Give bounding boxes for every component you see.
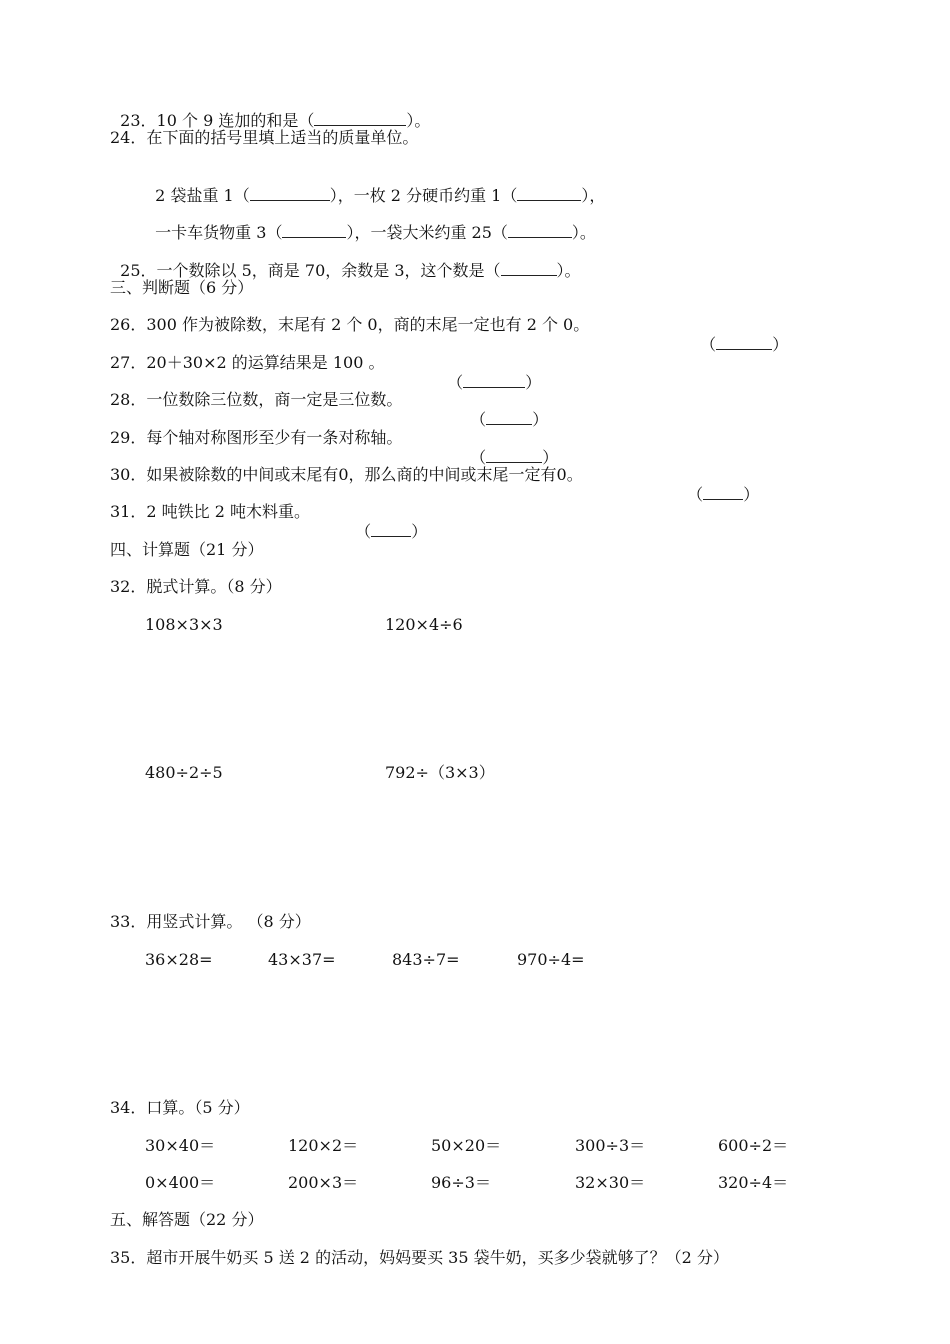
mental-math-item: 600÷2＝ [718, 1136, 789, 1155]
bracket-close: ） [532, 410, 549, 429]
answer-blank[interactable] [508, 223, 572, 238]
question-32-title: 32．脱式计算。（8 分） [110, 577, 282, 596]
answer-blank[interactable] [703, 485, 743, 500]
question-24-text: ），一枚 2 分硬币约重 1（ [329, 186, 518, 205]
question-34-title: 34．口算。（5 分） [110, 1098, 250, 1117]
question-29-text: 29．每个轴对称图形至少有一条对称轴。 [110, 428, 403, 447]
answer-blank[interactable] [314, 111, 406, 126]
expression-item: 843÷7= [392, 950, 460, 969]
answer-blank[interactable] [371, 522, 411, 537]
question-29-answer [460, 428, 559, 467]
bracket-open: （ [700, 335, 717, 354]
mental-math-item: 0×400＝ [145, 1173, 216, 1192]
question-25-text: 25．一个数除以 5，商是 70，余数是 3，这个数是（ [120, 261, 501, 280]
answer-blank[interactable] [517, 186, 581, 201]
expression-item: 36×28= [145, 950, 213, 969]
answer-blank[interactable] [486, 410, 532, 425]
question-25-tail: ）。 [556, 261, 581, 280]
mental-math-item: 96÷3＝ [431, 1173, 491, 1192]
bracket-close: ） [542, 448, 559, 467]
mental-math-item: 30×40＝ [145, 1136, 216, 1155]
expression-item: 120×4÷6 [385, 615, 463, 634]
bracket-open: （ [447, 373, 464, 392]
mental-math-item: 32×30＝ [575, 1173, 646, 1192]
answer-blank[interactable] [250, 186, 330, 201]
mental-math-item: 320÷4＝ [718, 1173, 789, 1192]
question-30-text: 30．如果被除数的中间或末尾有0，那么商的中间或末尾一定有0。 [110, 465, 583, 484]
expression-item: 970÷4= [517, 950, 585, 969]
question-33-title: 33．用竖式计算。 （8 分） [110, 912, 311, 931]
mental-math-item: 50×20＝ [431, 1136, 502, 1155]
section-4-heading: 四、计算题（21 分） [110, 540, 264, 559]
expression-item: 480÷2÷5 [145, 763, 223, 782]
bracket-close: ） [772, 335, 789, 354]
section-5-heading: 五、解答题（22 分） [110, 1210, 264, 1229]
question-24-text: ）。 [571, 223, 596, 242]
answer-blank[interactable] [463, 373, 525, 388]
question-24-text: ）， [581, 186, 606, 205]
expression-item: 792÷（3×3） [385, 763, 495, 782]
question-24-text: 2 袋盐重 1（ [155, 186, 250, 205]
question-25 [110, 241, 581, 280]
question-23-text: 23．10 个 9 连加的和是（ [120, 111, 315, 130]
answer-blank[interactable] [486, 448, 542, 463]
question-26-answer [690, 315, 789, 354]
question-23-tail: ）。 [406, 111, 431, 130]
mental-math-item: 120×2＝ [288, 1136, 359, 1155]
question-26-text: 26．300 作为被除数，末尾有 2 个 0，商的末尾一定也有 2 个 0。 [110, 315, 590, 334]
question-24-line-2 [145, 203, 596, 242]
bracket-close: ） [743, 485, 760, 504]
question-27-answer [437, 353, 542, 392]
question-23 [110, 91, 431, 130]
expression-item: 43×37= [268, 950, 336, 969]
bracket-close: ） [411, 522, 428, 541]
section-3-heading: 三、判断题（6 分） [110, 278, 254, 297]
mental-math-item: 300÷3＝ [575, 1136, 646, 1155]
question-35-text: 35．超市开展牛奶买 5 送 2 的活动，妈妈要买 35 袋牛奶，买多少袋就够了？（2 分） [110, 1248, 729, 1267]
question-31-text: 31．2 吨铁比 2 吨木料重。 [110, 502, 310, 521]
bracket-close: ） [525, 373, 542, 392]
mental-math-item: 200×3＝ [288, 1173, 359, 1192]
question-24-text: 一卡车货物重 3（ [155, 223, 283, 242]
question-28-text: 28．一位数除三位数，商一定是三位数。 [110, 390, 403, 409]
question-24-line-1 [145, 166, 606, 205]
answer-blank[interactable] [716, 335, 772, 350]
bracket-open: （ [470, 448, 487, 467]
question-27-text: 27．20＋30×2 的运算结果是 100 。 [110, 353, 385, 372]
question-24-text: ），一袋大米约重 25（ [346, 223, 508, 242]
bracket-open: （ [470, 410, 487, 429]
answer-blank[interactable] [501, 261, 557, 276]
bracket-open: （ [687, 485, 704, 504]
expression-item: 108×3×3 [145, 615, 223, 634]
question-28-answer [460, 390, 549, 429]
question-24-title: 24．在下面的括号里填上适当的质量单位。 [110, 128, 419, 147]
bracket-open: （ [355, 522, 372, 541]
answer-blank[interactable] [282, 223, 346, 238]
question-30-answer [677, 465, 760, 504]
question-31-answer [345, 502, 428, 541]
